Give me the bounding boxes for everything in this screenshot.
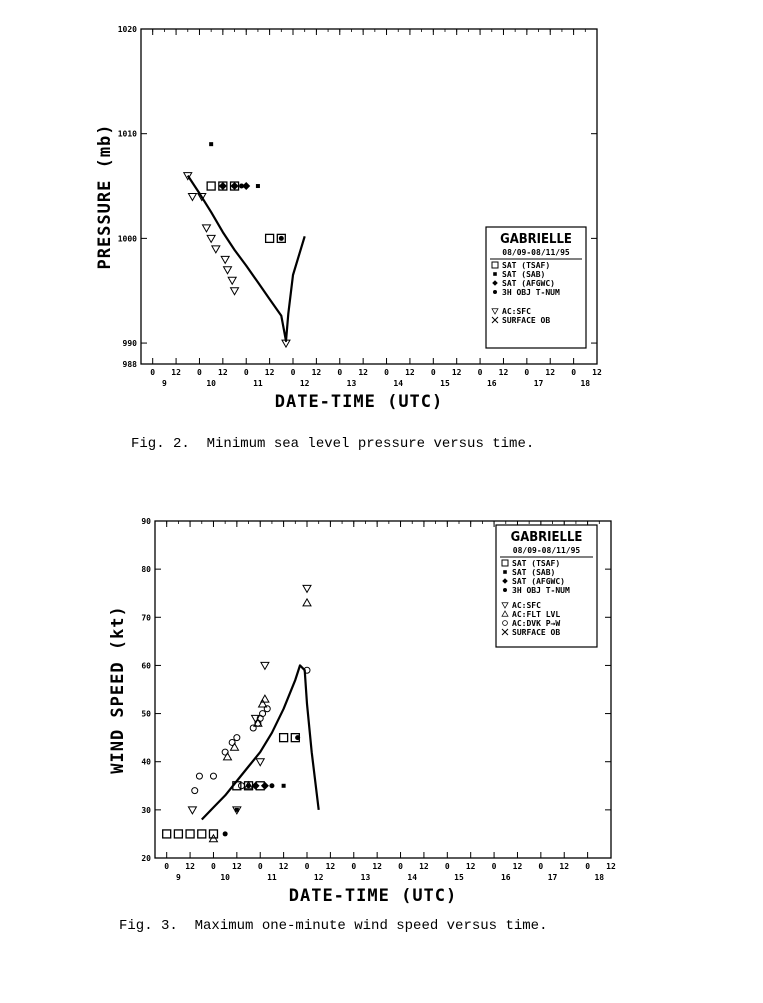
x-day-label: 15 [454,873,464,882]
data-point-down-triangle [231,288,239,295]
x-tick-label: 12 [405,368,415,377]
legend-entry: SURFACE OB [502,316,551,325]
x-tick-label: 0 [243,368,249,377]
legend-entry: 3H OBJ T-NUM [502,288,560,297]
legend-entry: SAT (SAB) [502,270,546,279]
data-point-circle [222,749,228,755]
x-tick-label: 12 [171,368,181,377]
x-tick-label: 0 [491,862,497,871]
series-sat-afgwc- [252,782,269,790]
legend-entry: AC:DVK P→W [512,619,561,628]
data-point-dot [269,783,274,788]
data-point-down-triangle [202,225,210,232]
data-point-down-triangle [224,267,232,274]
x-day-label: 16 [486,379,497,388]
data-point-up-triangle [303,599,311,606]
data-point-down-triangle [228,277,236,284]
data-point-legend [503,588,507,592]
x-day-label: 9 [175,873,181,882]
x-tick-label: 0 [197,368,202,377]
x-tick-label: 12 [498,368,509,377]
x-axis-title: DATE-TIME (UTC) [274,392,444,412]
x-day-label: 10 [220,873,230,882]
y-tick-label: 1020 [117,25,137,34]
legend-entry: AC:SFC [512,601,541,610]
x-tick-label: 12 [311,368,322,377]
x-tick-label: 12 [592,368,602,377]
data-point-legend [493,272,497,276]
x-tick-label: 0 [384,368,389,377]
legend-entry: AC:FLT LVL [512,610,561,619]
legend-entry: SURFACE OB [512,628,561,637]
x-tick-label: 0 [538,862,544,871]
legend-marker-icon [503,570,507,574]
data-point-diamond [261,782,269,790]
data-point-legend [503,570,507,574]
data-point-down-triangle [188,194,196,201]
x-axis-title: DATE-TIME (UTC) [288,886,458,906]
y-tick-label: 90 [141,517,151,526]
data-point-small-square [209,142,213,146]
y-tick-label: 30 [141,805,151,815]
figure-2-caption: Fig. 2. Minimum sea level pressure versus time. [131,436,535,452]
data-point-small-square [282,784,286,788]
x-tick-label: 12 [451,368,462,377]
legend-marker-icon [493,290,497,294]
x-tick-label: 0 [585,862,591,871]
series-sat-tsaf- [207,182,285,242]
x-day-label: 14 [407,873,418,882]
x-day-label: 18 [594,873,605,882]
y-tick-label: 1010 [117,129,137,139]
x-tick-label: 0 [290,368,296,377]
legend-entry: AC:SFC [502,307,531,316]
data-point-small-square [256,184,260,188]
data-point-open-square [207,182,215,190]
data-point-down-triangle [303,585,311,592]
series-ac-flt-lvl [209,599,311,842]
x-tick-label: 12 [264,368,275,377]
data-point-diamond [219,182,227,190]
x-tick-label: 12 [419,862,429,871]
legend-entry: SAT (AFGWC) [512,577,565,586]
x-day-label: 18 [580,379,591,388]
figure-3-caption: Fig. 3. Maximum one-minute wind speed versus time. [119,918,548,934]
data-point-circle [210,773,216,779]
x-day-label: 12 [299,379,310,388]
legend-title: GABRIELLE [500,232,572,247]
x-day-label: 12 [313,873,324,882]
data-point-dot [279,236,284,241]
data-point-circle [229,739,235,745]
y-tick-label: 20 [141,854,151,863]
series-best-track [188,176,305,341]
x-tick-label: 0 [211,862,216,871]
legend-title: GABRIELLE [510,530,583,545]
legend-marker-icon [503,588,507,592]
x-day-label: 11 [253,379,263,388]
legend-dates: 08/09-08/11/95 [512,546,581,555]
y-tick-label: 60 [141,661,151,671]
data-point-dot [223,831,228,836]
data-point-circle [192,788,198,794]
legend-entry: SAT (SAB) [512,568,556,577]
x-tick-label: 12 [358,368,368,377]
x-day-label: 10 [206,379,216,388]
x-day-label: 15 [440,379,450,388]
data-point-dot [232,184,237,189]
x-day-label: 9 [161,379,167,388]
data-point-dot [295,735,300,740]
x-day-label: 13 [346,379,357,388]
x-tick-label: 0 [571,368,577,377]
y-tick-label: 80 [141,565,151,575]
data-point-down-triangle [188,807,196,814]
series-sat-sab- [209,142,260,188]
y-tick-label: 1000 [117,234,137,244]
x-tick-label: 12 [545,368,556,377]
data-point-open-square [198,830,206,838]
x-day-label: 17 [533,379,544,388]
x-tick-label: 12 [606,862,616,871]
data-point-open-square [163,830,171,838]
pressure-chart [0,0,763,470]
y-tick-label: 40 [141,757,151,767]
best-track-line [188,176,305,341]
data-point-down-triangle [207,235,215,242]
y-tick-label: 988 [122,360,137,369]
series-best-track [202,665,319,819]
x-tick-label: 12 [512,862,523,871]
legend-entry: 3H OBJ T-NUM [512,586,570,595]
series-sat-sab- [235,784,286,812]
x-tick-label: 0 [398,862,403,871]
x-tick-label: 0 [150,368,156,377]
y-tick-label: 50 [141,709,151,719]
x-tick-label: 0 [257,862,263,871]
x-tick-label: 12 [465,862,476,871]
x-day-label: 14 [393,379,404,388]
y-tick-label: 990 [122,339,137,349]
x-tick-label: 0 [524,368,530,377]
x-tick-label: 0 [164,862,170,871]
x-tick-label: 12 [185,862,195,871]
data-point-circle [260,711,266,717]
y-axis-title: PRESSURE (mb) [95,123,115,270]
data-point-open-square [266,234,274,242]
x-tick-label: 0 [351,862,357,871]
x-tick-label: 0 [430,368,436,377]
x-tick-label: 12 [559,862,570,871]
data-point-dot [239,184,244,189]
best-track-line [202,665,319,819]
data-point-legend [493,290,497,294]
x-day-label: 13 [360,873,371,882]
y-axis-title: WIND SPEED (kt) [108,605,128,774]
series-ac-sfc [184,173,290,348]
legend-entry: SAT (TSAF) [502,261,551,270]
x-tick-label: 12 [278,862,289,871]
series-ac-sfc [188,585,311,813]
data-point-circle [239,783,245,789]
x-tick-label: 0 [477,368,483,377]
x-tick-label: 0 [304,862,310,871]
data-point-open-square [280,734,288,742]
x-day-label: 17 [547,873,558,882]
y-tick-label: 70 [141,613,151,623]
legend-entry: SAT (TSAF) [512,559,561,568]
data-point-circle [250,725,256,731]
data-point-open-square [174,830,182,838]
x-tick-label: 12 [232,862,242,871]
series-3h-obj-t-num [232,184,284,241]
x-tick-label: 12 [218,368,228,377]
data-point-circle [264,706,270,712]
data-point-down-triangle [221,256,229,263]
legend-entry: SAT (AFGWC) [502,279,555,288]
data-point-down-triangle [261,662,269,669]
data-point-down-triangle [212,246,220,253]
x-tick-label: 12 [372,862,382,871]
data-point-circle [196,773,202,779]
data-point-open-square [186,830,194,838]
legend-marker-icon [493,272,497,276]
data-point-down-triangle [256,759,264,766]
x-tick-label: 0 [444,862,450,871]
legend-dates: 08/09-08/11/95 [502,248,570,257]
data-point-circle [234,735,240,741]
x-tick-label: 0 [337,368,343,377]
x-day-label: 16 [500,873,511,882]
x-tick-label: 12 [325,862,336,871]
x-day-label: 11 [267,873,277,882]
